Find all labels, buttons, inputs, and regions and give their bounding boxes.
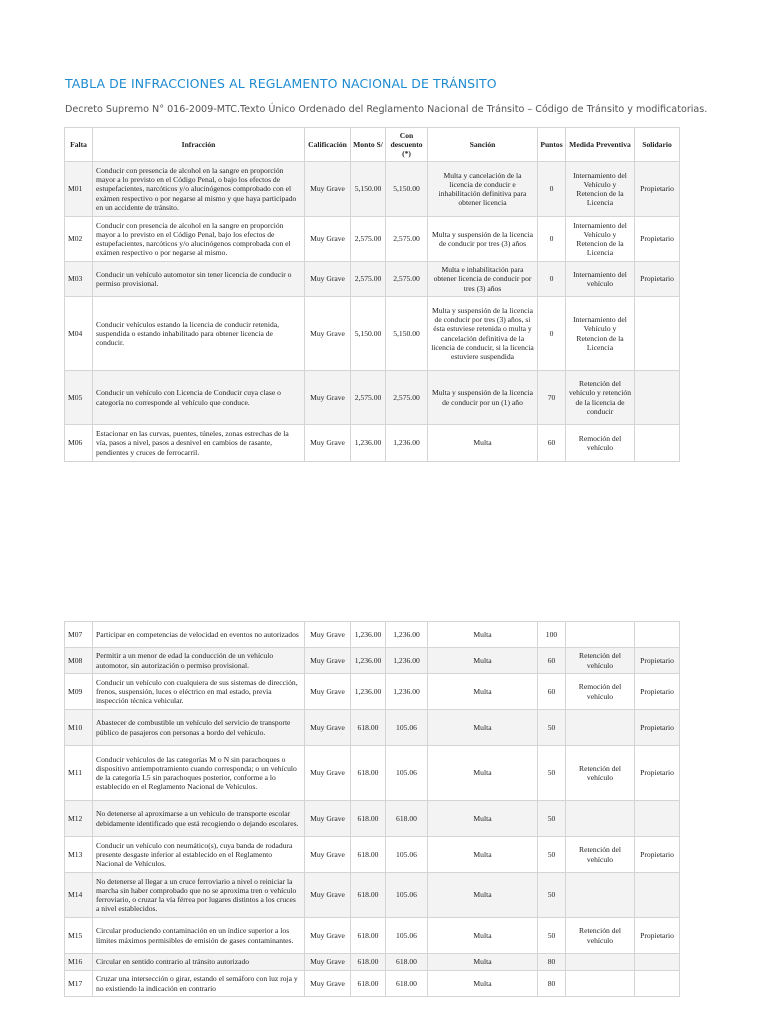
cell-sancion: Multa y suspensión de la licencia de conducir por tres (3) años, si ésta estuviese retenida o multa y cancelación definitiva de la licencia de conducir, si la licencia estuviere suspendida <box>428 297 538 371</box>
cell-puntos: 60 <box>538 648 566 674</box>
cell-monto: 1,236.00 <box>351 425 386 462</box>
cell-descuento: 2,575.00 <box>386 217 428 262</box>
cell-monto: 618.00 <box>351 837 386 873</box>
cell-calificacion: Muy Grave <box>305 262 351 297</box>
cell-puntos: 50 <box>538 801 566 837</box>
cell-puntos: 80 <box>538 971 566 997</box>
cell-falta: M05 <box>65 371 93 425</box>
table-row <box>65 674 680 710</box>
cell-monto: 618.00 <box>351 971 386 997</box>
header-calificacion: Calificación <box>305 128 351 162</box>
cell-sancion: Multa <box>428 746 538 801</box>
header-monto: Monto S/ <box>351 128 386 162</box>
cell-sancion: Multa y suspensión de la licencia de conducir por tres (3) años <box>428 217 538 262</box>
cell-descuento: 1,236.00 <box>386 648 428 674</box>
cell-calificacion: Muy Grave <box>305 746 351 801</box>
infractions-table-top <box>64 127 680 462</box>
cell-sancion: Multa <box>428 837 538 873</box>
cell-calificacion: Muy Grave <box>305 801 351 837</box>
cell-descuento: 105.06 <box>386 746 428 801</box>
table-row <box>65 801 680 837</box>
cell-medida <box>566 954 635 971</box>
cell-sancion: Multa <box>428 954 538 971</box>
cell-descuento: 105.06 <box>386 710 428 746</box>
cell-descuento: 5,150.00 <box>386 297 428 371</box>
cell-falta: M16 <box>65 954 93 971</box>
cell-calificacion: Muy Grave <box>305 622 351 648</box>
cell-medida: Internamiento del Vehículo y Retencion de la Licencia <box>566 217 635 262</box>
cell-monto: 618.00 <box>351 746 386 801</box>
cell-monto: 618.00 <box>351 873 386 918</box>
cell-solidario <box>635 971 680 997</box>
cell-infraccion: Cruzar una intersección o girar, estando el semáforo con luz roja y no existiendo la indicación en contrario <box>93 971 305 997</box>
cell-calificacion: Muy Grave <box>305 918 351 954</box>
cell-infraccion: Participar en competencias de velocidad en eventos no autorizados <box>93 622 305 648</box>
table-header-row <box>65 128 680 162</box>
header-medida: Medida Preventiva <box>566 128 635 162</box>
cell-monto: 5,150.00 <box>351 297 386 371</box>
cell-monto: 1,236.00 <box>351 648 386 674</box>
cell-infraccion: Permitir a un menor de edad la conducción de un vehículo automotor, sin autorización o permiso provisional. <box>93 648 305 674</box>
cell-solidario <box>635 801 680 837</box>
cell-puntos: 50 <box>538 746 566 801</box>
cell-medida <box>566 710 635 746</box>
cell-calificacion: Muy Grave <box>305 837 351 873</box>
cell-calificacion: Muy Grave <box>305 371 351 425</box>
cell-infraccion: Conducir con presencia de alcohol en la sangre en proporción mayor a lo previsto en el Código Penal, bajo los efectos de estupefacientes, narcóticos y/o alucinógenos comprobada con el exámen respectivo o por negarse al mismo. <box>93 217 305 262</box>
cell-calificacion: Muy Grave <box>305 971 351 997</box>
cell-sancion: Multa <box>428 971 538 997</box>
cell-falta: M15 <box>65 918 93 954</box>
cell-sancion: Multa y suspensión de la licencia de conducir por un (1) año <box>428 371 538 425</box>
cell-calificacion: Muy Grave <box>305 954 351 971</box>
cell-falta: M08 <box>65 648 93 674</box>
cell-puntos: 70 <box>538 371 566 425</box>
cell-infraccion: No detenerse al llegar a un cruce ferroviario a nivel o reiniciar la marcha sin haber comprobado que no se aproxima tren o vehículo ferroviario, o cruzar la vía férrea por lugares distintos a los cruces a nivel establecidos. <box>93 873 305 918</box>
cell-sancion: Multa y cancelación de la licencia de conducir e inhabilitación definitiva para obtener licencia <box>428 162 538 217</box>
cell-infraccion: Conducir un vehículo con neumático(s), cuya banda de rodadura presente desgaste inferior al establecido en el Reglamento Nacional de Vehículos. <box>93 837 305 873</box>
cell-descuento: 1,236.00 <box>386 425 428 462</box>
table-row <box>65 873 680 918</box>
table-row <box>65 918 680 954</box>
cell-solidario: Propietario <box>635 674 680 710</box>
cell-infraccion: Circular produciendo contaminación en un índice superior a los límites máximos permisibles de emisión de gases contaminantes. <box>93 918 305 954</box>
cell-infraccion: Conducir un vehículo con cualquiera de sus sistemas de dirección, frenos, suspensión, luces o eléctrico en mal estado, previa inspección técnica vehicular. <box>93 674 305 710</box>
cell-medida <box>566 873 635 918</box>
table-row <box>65 297 680 371</box>
cell-falta: M03 <box>65 262 93 297</box>
cell-falta: M17 <box>65 971 93 997</box>
cell-calificacion: Muy Grave <box>305 710 351 746</box>
cell-puntos: 50 <box>538 710 566 746</box>
cell-sancion: Multa <box>428 873 538 918</box>
cell-monto: 618.00 <box>351 801 386 837</box>
cell-descuento: 1,236.00 <box>386 622 428 648</box>
infractions-table-bottom <box>64 621 680 997</box>
document-subtitle: Decreto Supremo N° 016-2009-MTC.Texto Único Ordenado del Reglamento Nacional de Tránsito – Código de Tránsito y modificatorias. <box>65 104 708 115</box>
cell-falta: M02 <box>65 217 93 262</box>
cell-solidario <box>635 425 680 462</box>
cell-infraccion: Circular en sentido contrario al tránsito autorizado <box>93 954 305 971</box>
cell-medida <box>566 971 635 997</box>
table-row <box>65 746 680 801</box>
header-descuento: Con descuento (*) <box>386 128 428 162</box>
cell-falta: M13 <box>65 837 93 873</box>
cell-infraccion: No detenerse al aproximarse a un vehículo de transporte escolar debidamente identificado que está recogiendo o dejando escolares. <box>93 801 305 837</box>
cell-solidario <box>635 297 680 371</box>
cell-sancion: Multa <box>428 918 538 954</box>
table-row <box>65 622 680 648</box>
cell-medida: Retención del vehículo <box>566 648 635 674</box>
cell-monto: 1,236.00 <box>351 674 386 710</box>
cell-calificacion: Muy Grave <box>305 425 351 462</box>
cell-descuento: 618.00 <box>386 954 428 971</box>
table-row <box>65 425 680 462</box>
cell-descuento: 1,236.00 <box>386 674 428 710</box>
cell-falta: M06 <box>65 425 93 462</box>
cell-puntos: 0 <box>538 297 566 371</box>
cell-monto: 618.00 <box>351 710 386 746</box>
cell-calificacion: Muy Grave <box>305 297 351 371</box>
cell-monto: 1,236.00 <box>351 622 386 648</box>
cell-falta: M14 <box>65 873 93 918</box>
cell-falta: M09 <box>65 674 93 710</box>
cell-monto: 2,575.00 <box>351 217 386 262</box>
cell-infraccion: Conducir un vehículo con Licencia de Conducir cuya clase o categoría no corresponde al vehículo que conduce. <box>93 371 305 425</box>
cell-solidario: Propietario <box>635 162 680 217</box>
cell-infraccion: Conducir vehículos estando la licencia de conducir retenida, suspendida o estando inhabilitado para obtener licencia de conducir. <box>93 297 305 371</box>
cell-calificacion: Muy Grave <box>305 217 351 262</box>
cell-falta: M01 <box>65 162 93 217</box>
cell-descuento: 105.06 <box>386 918 428 954</box>
cell-puntos: 100 <box>538 622 566 648</box>
cell-descuento: 105.06 <box>386 873 428 918</box>
cell-monto: 5,150.00 <box>351 162 386 217</box>
cell-sancion: Multa <box>428 674 538 710</box>
cell-sancion: Multa <box>428 710 538 746</box>
header-puntos: Puntos <box>538 128 566 162</box>
table-row <box>65 710 680 746</box>
header-solidario: Solidario <box>635 128 680 162</box>
cell-solidario: Propietario <box>635 648 680 674</box>
cell-infraccion: Conducir con presencia de alcohol en la sangre en proporción mayor a lo previsto en el Código Penal, o bajo los efectos de estupefacientes, narcóticos y/o alucinógenos comprobado con el exámen respectivo o por negarse al mismo y que haya participado en un accidente de tránsito. <box>93 162 305 217</box>
header-falta: Falta <box>65 128 93 162</box>
cell-solidario <box>635 622 680 648</box>
table-row <box>65 954 680 971</box>
cell-calificacion: Muy Grave <box>305 873 351 918</box>
table-row <box>65 648 680 674</box>
cell-puntos: 50 <box>538 873 566 918</box>
cell-sancion: Multa <box>428 648 538 674</box>
cell-calificacion: Muy Grave <box>305 648 351 674</box>
cell-solidario: Propietario <box>635 217 680 262</box>
cell-descuento: 618.00 <box>386 971 428 997</box>
cell-falta: M04 <box>65 297 93 371</box>
cell-medida: Retención del vehículo y retención de la licencia de conducir <box>566 371 635 425</box>
cell-sancion: Multa <box>428 622 538 648</box>
cell-solidario <box>635 873 680 918</box>
cell-puntos: 60 <box>538 425 566 462</box>
cell-medida <box>566 801 635 837</box>
cell-solidario <box>635 954 680 971</box>
cell-sancion: Multa e inhabilitación para obtener licencia de conducir por tres (3) años <box>428 262 538 297</box>
cell-falta: M11 <box>65 746 93 801</box>
cell-falta: M12 <box>65 801 93 837</box>
cell-solidario: Propietario <box>635 918 680 954</box>
cell-solidario: Propietario <box>635 710 680 746</box>
cell-infraccion: Conducir vehículos de las categorías M o N sin parachoques o dispositivo antiempotramiento cuando corresponda; o un vehículo de la categoría L5 sin parachoques posterior, conforme a lo establecido en el Reglamento Nacional de Vehículos. <box>93 746 305 801</box>
table-row <box>65 371 680 425</box>
cell-monto: 618.00 <box>351 954 386 971</box>
cell-descuento: 2,575.00 <box>386 262 428 297</box>
cell-medida: Retención del vehículo <box>566 837 635 873</box>
cell-medida: Internamiento del Vehículo y Retencion de la Licencia <box>566 297 635 371</box>
cell-infraccion: Abastecer de combustible un vehículo del servicio de transporte público de pasajeros con personas a bordo del vehículo. <box>93 710 305 746</box>
cell-medida: Internamiento del vehículo <box>566 262 635 297</box>
table-row <box>65 262 680 297</box>
cell-infraccion: Estacionar en las curvas, puentes, túneles, zonas estrechas de la vía, pasos a nivel, pasos a desnivel en cambios de rasante, pendientes y cruces de ferrocarril. <box>93 425 305 462</box>
cell-puntos: 80 <box>538 954 566 971</box>
cell-solidario: Propietario <box>635 837 680 873</box>
cell-medida: Remoción del vehículo <box>566 425 635 462</box>
cell-medida: Retención del vehículo <box>566 918 635 954</box>
cell-solidario: Propietario <box>635 746 680 801</box>
cell-puntos: 0 <box>538 217 566 262</box>
cell-puntos: 0 <box>538 162 566 217</box>
header-sancion: Sanción <box>428 128 538 162</box>
table-row <box>65 837 680 873</box>
cell-sancion: Multa <box>428 801 538 837</box>
cell-medida: Remoción del vehículo <box>566 674 635 710</box>
cell-sancion: Multa <box>428 425 538 462</box>
cell-monto: 2,575.00 <box>351 262 386 297</box>
cell-solidario <box>635 371 680 425</box>
cell-medida <box>566 622 635 648</box>
header-infraccion: Infracción <box>93 128 305 162</box>
cell-medida: Internamiento del Vehículo y Retencion de la Licencia <box>566 162 635 217</box>
cell-descuento: 618.00 <box>386 801 428 837</box>
cell-puntos: 50 <box>538 918 566 954</box>
cell-puntos: 50 <box>538 837 566 873</box>
cell-descuento: 5,150.00 <box>386 162 428 217</box>
cell-falta: M10 <box>65 710 93 746</box>
cell-descuento: 105.06 <box>386 837 428 873</box>
table-row <box>65 162 680 217</box>
cell-infraccion: Conducir un vehículo automotor sin tener licencia de conducir o permiso provisional. <box>93 262 305 297</box>
cell-calificacion: Muy Grave <box>305 674 351 710</box>
cell-puntos: 60 <box>538 674 566 710</box>
cell-solidario: Propietario <box>635 262 680 297</box>
cell-descuento: 2,575.00 <box>386 371 428 425</box>
cell-monto: 618.00 <box>351 918 386 954</box>
table-row <box>65 217 680 262</box>
cell-falta: M07 <box>65 622 93 648</box>
cell-calificacion: Muy Grave <box>305 162 351 217</box>
document-title: TABLA DE INFRACCIONES AL REGLAMENTO NACIONAL DE TRÁNSITO <box>65 76 497 91</box>
cell-monto: 2,575.00 <box>351 371 386 425</box>
table-row <box>65 971 680 997</box>
cell-medida: Retención del vehículo <box>566 746 635 801</box>
cell-puntos: 0 <box>538 262 566 297</box>
